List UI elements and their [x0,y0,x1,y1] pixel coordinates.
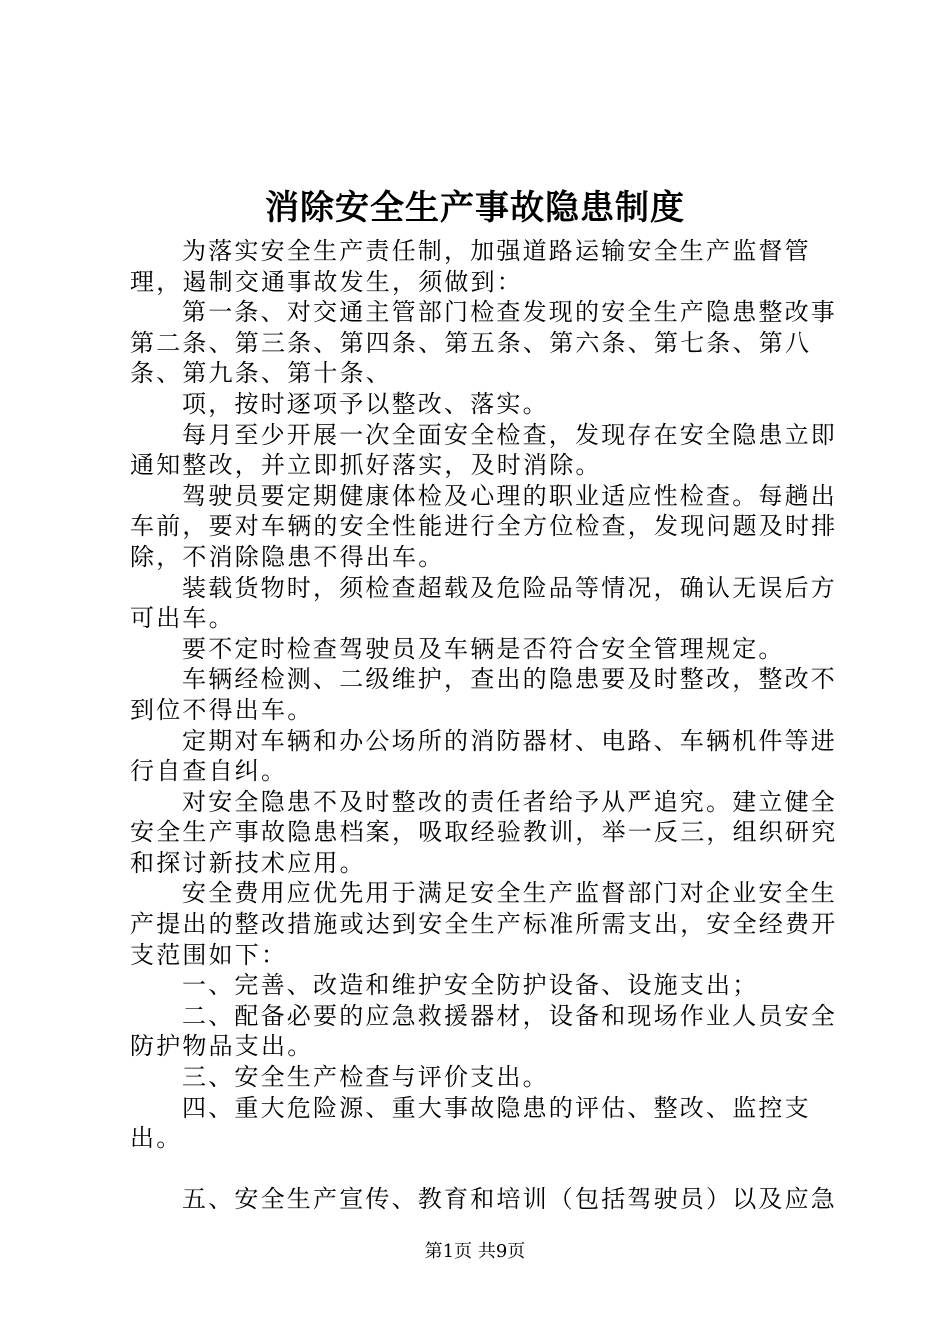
paragraph-article-1: 第一条、对交通主管部门检查发现的安全生产隐患整改事 [182,298,837,327]
document-body [130,236,840,1214]
paragraph-vehicle-maintenance: 车辆经检测、二级维护，查出的隐患要及时整改，整改不到位不得出车。 [130,665,837,724]
list-item-2: 二、配备必要的应急救援器材，设备和现场作业人员安全防护物品支出。 [130,1001,837,1061]
paragraph-driver-check: 驾驶员要定期健康体检及心理的职业适应性检查。每趟出车前，要对车辆的安全性能进行全方位检查，发现问题及时排除，不消除隐患不得出车。 [130,481,838,571]
paragraph-cargo-check: 装载货物时，须检查超载及危险品等情况，确认无误后方可出车。 [130,573,837,633]
list-item-4: 四、重大危险源、重大事故隐患的评估、整改、监控支出。 [130,1093,811,1153]
paragraph-safety-funds: 安全费用应优先用于满足安全生产监督部门对企业安全生产提出的整改措施或达到安全生产标准所需支出，安全经费开支范围如下： [130,879,838,969]
paragraph-random-check: 要不定时检查驾驶员及车辆是否符合安全管理规定。 [182,634,785,663]
paragraph-article-1-cont: 项，按时逐项予以整改、落实。 [182,389,549,418]
paragraph-article-list: 第二条、第三条、第四条、第五条、第六条、第七条、第八条、第九条、第十条、 [130,328,812,388]
paragraph-monthly-check: 每月至少开展一次全面安全检查，发现存在安全隐患立即通知整改，并立即抓好落实，及时消除。 [130,420,837,480]
page-footer: 第1页 共9页 [424,1241,526,1262]
list-item-3: 三、安全生产检查与评价支出。 [182,1063,549,1092]
paragraph-accountability: 对安全隐患不及时整改的责任者给予从严追究。建立健全安全生产事故隐患档案，吸取经验教训，举一反三，组织研究和探讨新技术应用。 [130,787,838,877]
list-item-5: 五、安全生产宣传、教育和培训（包括驾驶员）以及应急 [182,1184,837,1213]
paragraph-intro: 为落实安全生产责任制，加强道路运输安全生产监督管理，遏制交通事故发生，须做到： [130,237,811,296]
list-item-1: 一、完善、改造和维护安全防护设备、设施支出； [182,971,759,1000]
document-title: 消除安全生产事故隐患制度 [265,188,685,228]
paragraph-fire-equipment: 定期对车辆和办公场所的消防器材、电路、车辆机件等进行自查自纠。 [130,726,837,786]
paragraph-gap [130,1154,840,1184]
